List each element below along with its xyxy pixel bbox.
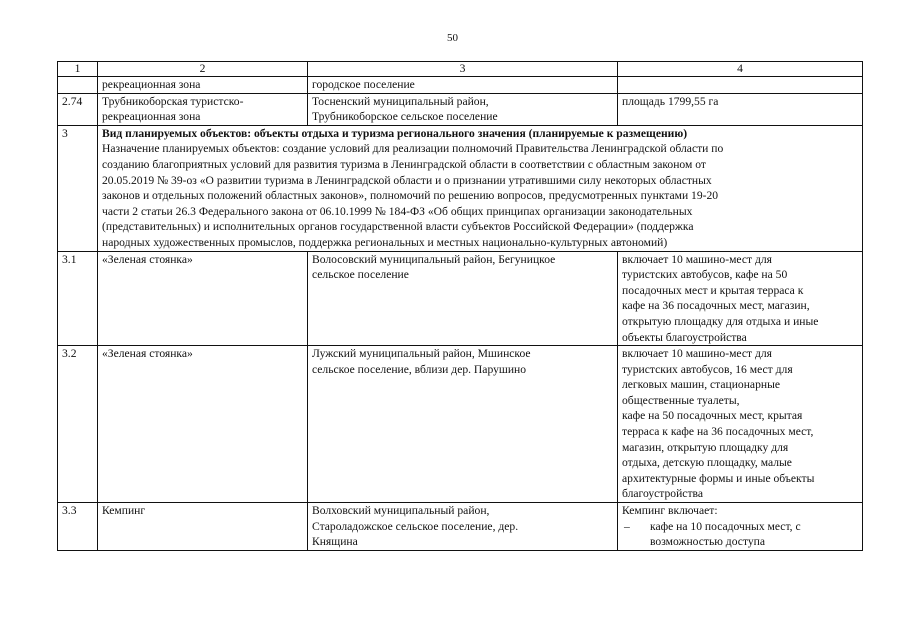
dash-item: – кафе на 10 посадочных мест, с: [624, 519, 801, 533]
cell-line: общественные туалеты,: [622, 393, 740, 407]
cell-line: сельское поселение, вблизи дер. Парушино: [312, 362, 527, 376]
page-number: 50: [447, 32, 458, 44]
column-header: 1: [58, 62, 98, 77]
object-location: [308, 346, 618, 503]
cell-line: Кемпинг: [102, 504, 146, 518]
section-body: [98, 125, 863, 251]
table-header-row: [58, 62, 863, 77]
cell-line: «Зеленая стоянка»: [102, 252, 193, 266]
object-location: [308, 77, 618, 94]
section-text-line: части 2 статьи 26.3 Федерального закона от 06.10.1999 № 184-ФЗ «Об общих принципах организации законодательных: [102, 204, 693, 218]
cell-line: Волховский муниципальный район,: [312, 504, 490, 518]
cell-line: Лужский муниципальный район, Мшинское: [312, 347, 531, 361]
document-table: [57, 61, 863, 551]
cell-line: «Зеленая стоянка»: [102, 347, 193, 361]
object-description: [618, 77, 863, 94]
dash-marker: –: [624, 519, 630, 533]
cell-line: кафе на 50 посадочных мест, крытая: [622, 409, 803, 423]
row-number: 2.74: [58, 93, 98, 125]
object-row: [58, 251, 863, 346]
section-text-line: народных художественных промыслов, поддержка региональных и местных национально-культурных автономий): [102, 235, 668, 249]
object-description: [618, 503, 863, 551]
object-name: [98, 251, 308, 346]
cell-line: легковых машин, стационарные: [622, 378, 781, 392]
object-description: [618, 346, 863, 503]
object-row: [58, 346, 863, 503]
cell-line: Тосненский муниципальный район,: [312, 94, 489, 108]
object-name: [98, 346, 308, 503]
section-title: Вид планируемых объектов: объекты отдыха и туризма регионального значения (планируемые к размещению): [102, 126, 688, 140]
cell-line: Трубникоборская туристско-: [102, 94, 244, 108]
section-text-line: Назначение планируемых объектов: создание условий для реализации полномочий Правительства Ленинградской области по: [102, 142, 724, 156]
section-text-line: 20.05.2019 № 39-оз «О развитии туризма в Ленинградской области и о признании утратившими силу некоторых областных: [102, 173, 712, 187]
cell-line: магазин, открытую площадку для: [622, 440, 789, 454]
cell-line: городское поселение: [312, 78, 415, 91]
section-text-line: законов и отдельных положений областных законов», полномочий по решению вопросов, предусмотренных пунктами 19-20: [102, 189, 719, 203]
dash-item: возможностью доступа: [650, 535, 766, 549]
cell-line: площадь 1799,55 га: [622, 94, 719, 108]
cell-line: включает 10 машино-мест для: [622, 347, 772, 361]
section-number: 3: [58, 125, 98, 251]
section-text-line: созданию благоприятных условий для развития туризма в Ленинградской области в соответствии с областным законом от: [102, 157, 706, 171]
row-number: [58, 77, 98, 94]
cell-line: отдыха, детскую площадку, малые: [622, 456, 792, 470]
object-location: [308, 93, 618, 125]
object-description: [618, 93, 863, 125]
object-name: [98, 77, 308, 94]
cell-line: Княщина: [312, 535, 358, 549]
table-row: [58, 93, 863, 125]
table-row: [58, 77, 863, 94]
row-number: 3.2: [58, 346, 98, 503]
row-number: 3.1: [58, 251, 98, 346]
cell-line: архитектурные формы и иные объекты: [622, 471, 815, 485]
cell-line: открытую площадку для отдыха и иные: [622, 314, 819, 328]
section-text-line: (представительных) и исполнительных органов государственной власти субъектов Российской Федерации» (поддержка: [102, 220, 694, 234]
cell-line: посадочных мест и крытая терраса к: [622, 283, 804, 297]
column-header: 3: [308, 62, 618, 77]
cell-line: Староладожское сельское поселение, дер.: [312, 519, 519, 533]
object-name: [98, 503, 308, 551]
cell-line: рекреационная зона: [102, 110, 201, 124]
cell-line: Трубникоборское сельское поселение: [312, 110, 498, 124]
cell-line: объекты благоустройства: [622, 330, 747, 344]
object-description: [618, 251, 863, 346]
cell-line: туристских автобусов, кафе на 50: [622, 268, 788, 282]
cell-line: Кемпинг включает:: [622, 504, 718, 518]
cell-line: включает 10 машино-мест для: [622, 252, 772, 266]
cell-line: туристских автобусов, 16 мест для: [622, 362, 793, 376]
object-location: [308, 251, 618, 346]
object-name: [98, 93, 308, 125]
section-row: [58, 125, 863, 251]
cell-line: кафе на 36 посадочных мест, магазин,: [622, 299, 810, 313]
column-header: 2: [98, 62, 308, 77]
cell-line: Волосовский муниципальный район, Бегуницкое: [312, 252, 556, 266]
row-number: 3.3: [58, 503, 98, 551]
object-location: [308, 503, 618, 551]
column-header: 4: [618, 62, 863, 77]
object-row: [58, 503, 863, 551]
cell-line: терраса к кафе на 36 посадочных мест,: [622, 425, 814, 439]
cell-line: рекреационная зона: [102, 78, 201, 91]
cell-line: сельское поселение: [312, 268, 409, 282]
cell-line: благоустройства: [622, 487, 703, 501]
